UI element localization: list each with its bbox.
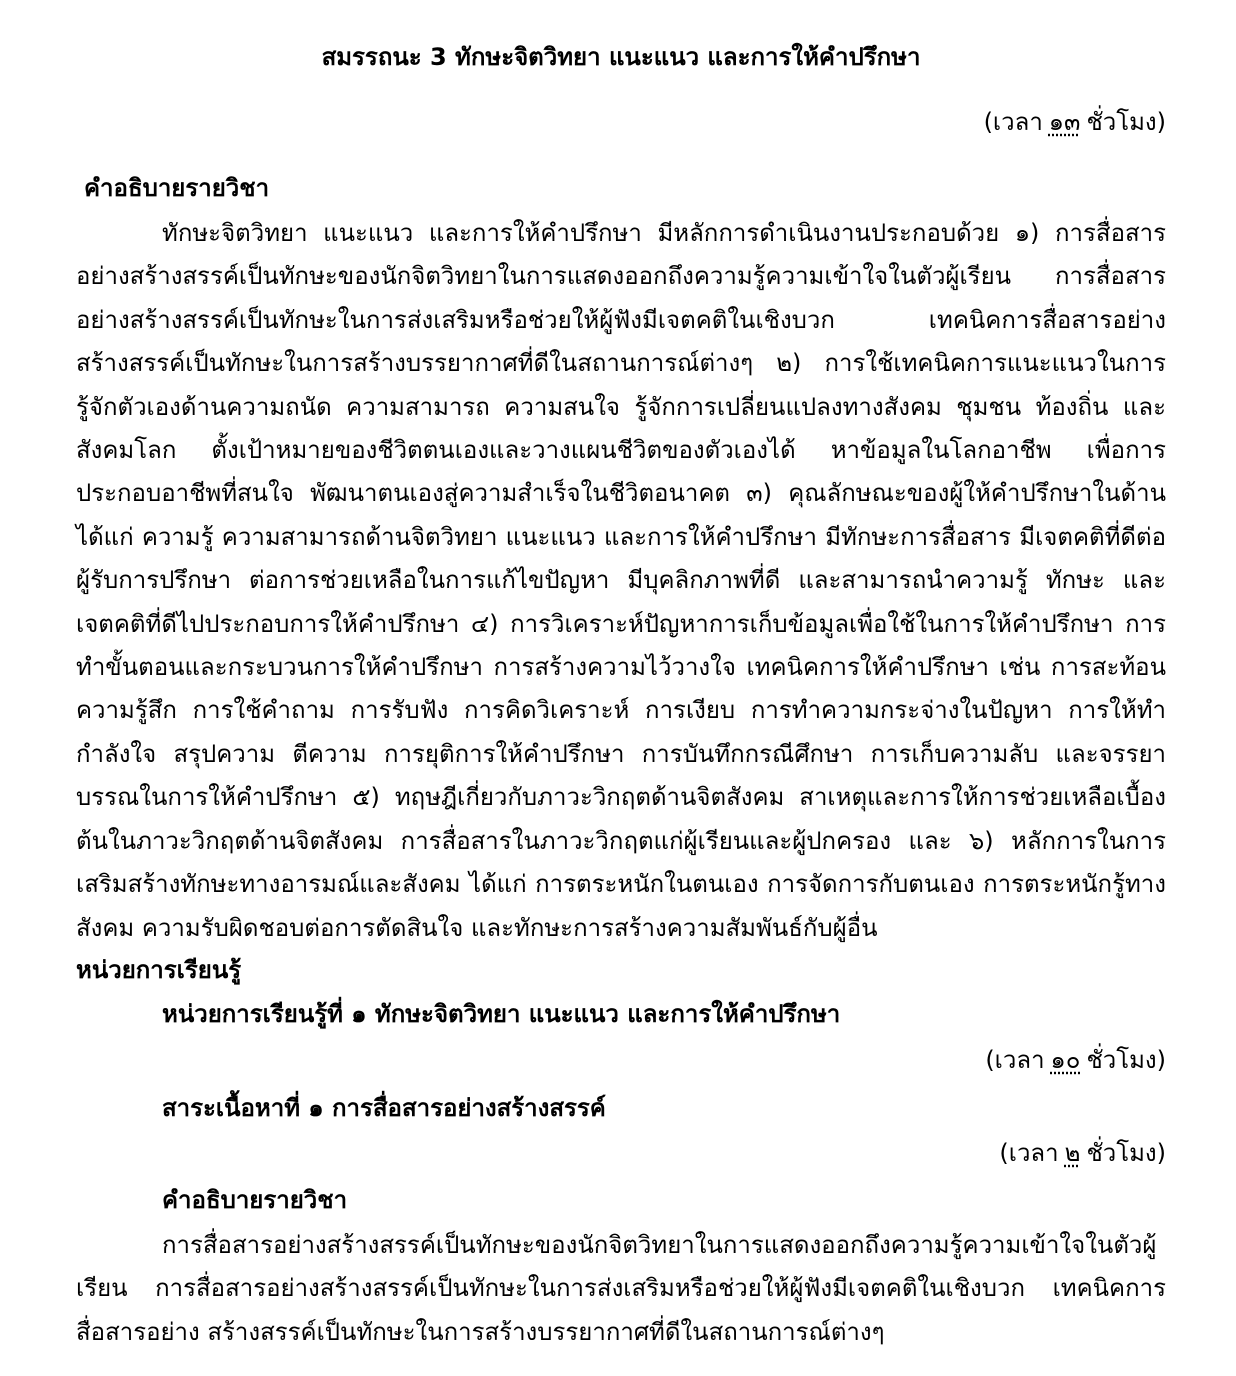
content-1-description-paragraph: การสื่อสารอย่างสร้างสรรค์เป็นทักษะของนักจิตวิทยาในการแสดงออกถึงความรู้ความเข้าใจในตัวผู้เรียน การสื่อสารอย่างสร้างสรรค์เป็นทักษะในการส่งเสริมหรือช่วยให้ผู้ฟังมีเจตคติในเชิงบวก เทคนิคการสื่อสารอย่าง สร้างสรรค์เป็นทักษะในการสร้างบรรยากาศที่ดีในสถานการณ์ต่างๆ: [76, 1231, 1166, 1346]
time-prefix: (เวลา: [983, 108, 1043, 136]
time-value: ๒: [1064, 1139, 1081, 1167]
time-prefix: (เวลา: [999, 1139, 1059, 1167]
content-1-title: สาระเนื้อหาที่ ๑ การสื่อสารอย่างสร้างสรรค์: [162, 1094, 606, 1122]
unit-1-title: หน่วยการเรียนรู้ที่ ๑ ทักษะจิตวิทยา แนะแนว และการให้คำปรึกษา: [162, 1000, 841, 1028]
competency-time: [984, 102, 1166, 142]
course-description-paragraph: ทักษะจิตวิทยา แนะแนว และการให้คำปรึกษา มีหลักการดำเนินงานประกอบด้วย ๑) การสื่อสารอย่างสร้างสรรค์เป็นทักษะของนักจิตวิทยาในการแสดงออกถึงความรู้ความเข้าใจในตัวผู้เรียน การสื่อสารอย่างสร้างสรรค์เป็นทักษะในการส่งเสริมหรือช่วยให้ผู้ฟังมีเจตคติในเชิงบวก เทคนิคการสื่อสารอย่างสร้างสรรค์เป็นทักษะในการสร้างบรรยากาศที่ดีในสถานการณ์ต่างๆ ๒) การใช้เทคนิคการแนะแนวในการรู้จักตัวเองด้านความถนัด ความสามารถ ความสนใจ รู้จักการเปลี่ยนแปลงทางสังคม ชุมชน ท้องถิ่น และสังคมโลก ตั้งเป้าหมายของชีวิตตนเองและวางแผนชีวิตของตัวเองได้ หาข้อมูลในโลกอาชีพ เพื่อการประกอบอาชีพที่สนใจ พัฒนาตนเองสู่ความสำเร็จในชีวิตอนาคต ๓) คุณลักษณะของผู้ให้คำปรึกษาในด้านได้แก่ ความรู้ ความสามารถด้านจิตวิทยา แนะแนว และการให้คำปรึกษา มีทักษะการสื่อสาร มีเจตคติที่ดีต่อผู้รับการปรึกษา ต่อการช่วยเหลือในการแก้ไขปัญหา มีบุคลิกภาพที่ดี และสามารถนำความรู้ ทักษะ และเจตคติที่ดีไปประกอบการให้คำปรึกษา ๔) การวิเคราะห์ปัญหาการเก็บข้อมูลเพื่อใช้ในการให้คำปรึกษา การทำขั้นตอนและกระบวนการให้คำปรึกษา การสร้างความไว้วางใจ เทคนิคการให้คำปรึกษา เช่น การสะท้อนความรู้สึก การใช้คำถาม การรับฟัง การคิดวิเคราะห์ การเงียบ การทำความกระจ่างในปัญหา การให้ทำกำลังใจ สรุปความ ตีความ การยุติการให้คำปรึกษา การบันทึกกรณีศึกษา การเก็บความลับ และจรรยาบรรณในการให้คำปรึกษา ๕) ทฤษฎีเกี่ยวกับภาวะวิกฤตด้านจิตสังคม สาเหตุและการให้การช่วยเหลือเบื้องต้นในภาวะวิกฤตด้านจิตสังคม การสื่อสารในภาวะวิกฤตแก่ผู้เรียนและผู้ปกครอง และ ๖) หลักการในการเสริมสร้างทักษะทางอารมณ์และสังคม ได้แก่ การตระหนักในตนเอง การจัดการกับตนเอง การตระหนักรู้ทางสังคม ความรับผิดชอบต่อการตัดสินใจ และทักษะการสร้างความสัมพันธ์กับผู้อื่น: [76, 219, 1166, 942]
time-value: ๑๐: [1050, 1046, 1081, 1074]
learning-units-heading: หน่วยการเรียนรู้: [76, 956, 242, 984]
unit-1-time: [985, 1040, 1166, 1080]
time-prefix: (เวลา: [985, 1046, 1045, 1074]
time-suffix: ชั่วโมง): [1086, 108, 1166, 136]
time-suffix: ชั่วโมง): [1086, 1046, 1166, 1074]
page-title: สมรรถนะ 3 ทักษะจิตวิทยา แนะแนว และการให้คำปรึกษา: [321, 43, 921, 71]
time-value: ๑๓: [1048, 108, 1081, 136]
content-1-description-heading: คำอธิบายรายวิชา: [162, 1186, 348, 1214]
time-suffix: ชั่วโมง): [1086, 1139, 1166, 1167]
course-description-heading: คำอธิบายรายวิชา: [84, 174, 270, 202]
content-1-time: [999, 1133, 1166, 1173]
